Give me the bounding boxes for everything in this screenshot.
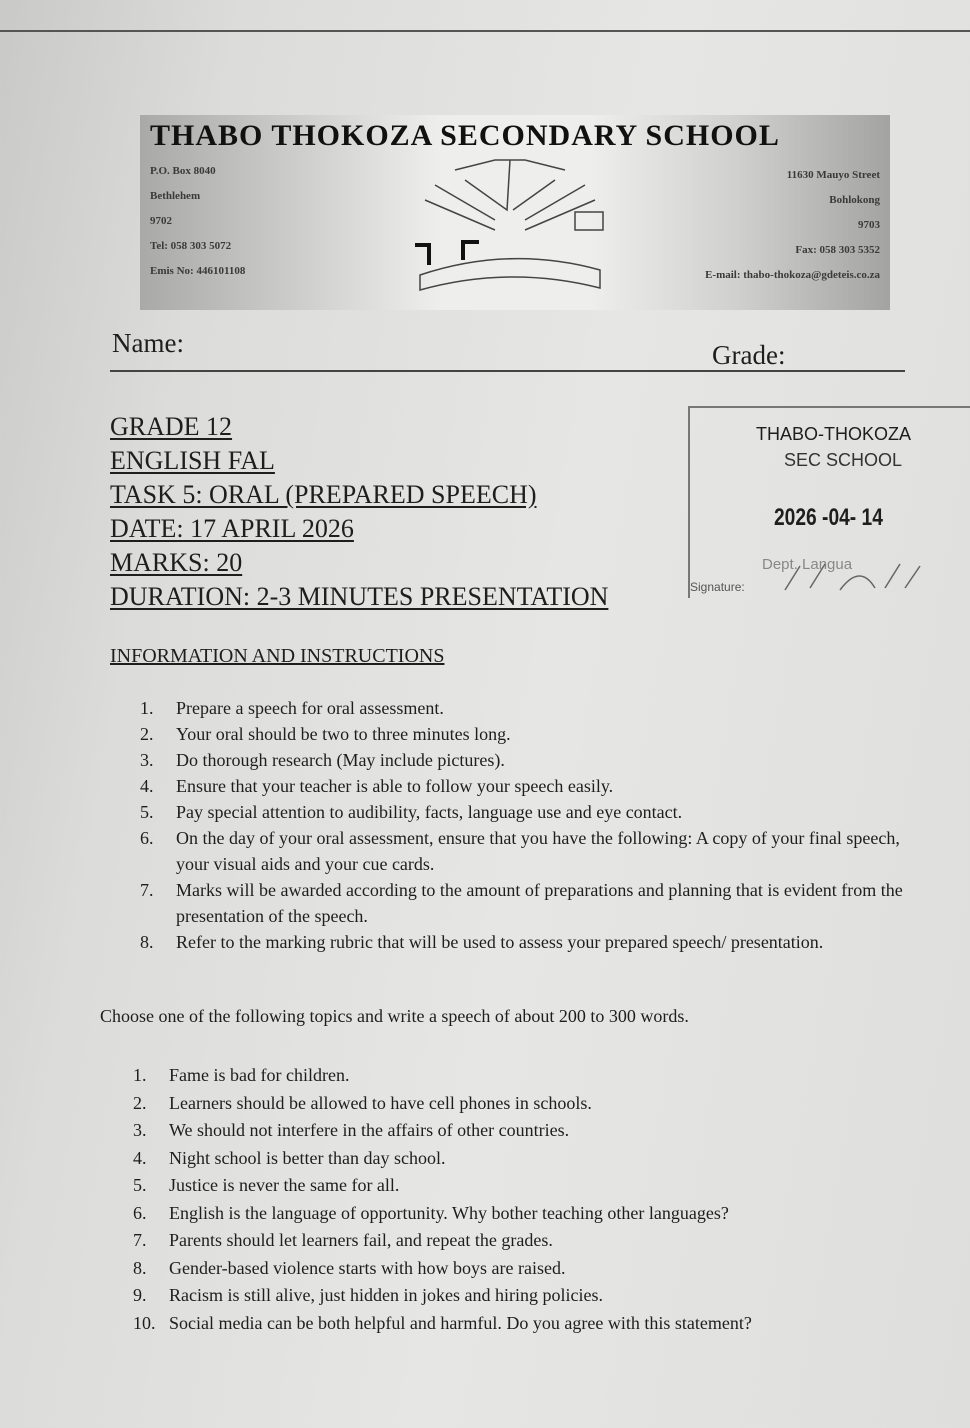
emis-number: Emis No: 446101108 xyxy=(150,265,246,277)
letterhead-right-address xyxy=(705,163,880,288)
list-item: 4. Night school is better than day school. xyxy=(133,1147,446,1168)
list-item: 5. Pay special attention to audibility, facts, language use and eye contact. xyxy=(140,802,683,822)
task-text: TASK 5: ORAL (PREPARED SPEECH) xyxy=(110,480,537,509)
email: E-mail: thabo-thokoza@gdeteis.co.za xyxy=(705,269,880,281)
topic-instruction: Choose one of the following topics and write a speech of about 200 to 300 words. xyxy=(100,1006,689,1026)
signature-label: Signature: xyxy=(690,580,745,594)
postal-code: 9703 xyxy=(858,219,880,231)
stamp-date: 2026 -04- 14 xyxy=(774,504,883,531)
subject-text: ENGLISH FAL xyxy=(110,446,275,475)
list-item: 6. English is the language of opportunity. Why bother teaching other languages? xyxy=(133,1202,729,1223)
marks-text: MARKS: 20 xyxy=(110,548,243,577)
page-edge-line xyxy=(0,30,970,32)
school-name: THABO THOKOZA SECONDARY SCHOOL xyxy=(150,119,780,152)
town: Bohlokong xyxy=(829,194,880,206)
list-item: 5. Justice is never the same for all. xyxy=(133,1175,400,1195)
town: Bethlehem xyxy=(150,190,201,202)
list-item: 6. On the day of your oral assessment, ensure that you have the following: A copy of your final speech, your visual aids and your cue cards. xyxy=(140,828,900,874)
list-item: 7. Marks will be awarded according to the amount of preparations and planning that is evident from the presentation of the speech. xyxy=(140,880,903,926)
instructions-list xyxy=(140,695,920,955)
fax: Fax: 058 303 5352 xyxy=(795,244,880,256)
task-info xyxy=(110,410,608,614)
letterhead-left-address xyxy=(150,159,245,284)
list-item: 1. Fame is bad for children. xyxy=(133,1065,350,1085)
name-label: Name: xyxy=(112,328,184,358)
list-item: 1. Prepare a speech for oral assessment. xyxy=(140,698,444,718)
topics-list xyxy=(133,1062,933,1337)
telephone: Tel: 058 303 5072 xyxy=(150,240,232,252)
list-item: 8. Gender-based violence starts with how boys are raised. xyxy=(133,1257,566,1278)
handwritten-signature xyxy=(780,558,930,598)
school-stamp xyxy=(688,406,970,598)
list-item: 9. Racism is still alive, just hidden in jokes and hiring policies. xyxy=(133,1285,603,1305)
list-item: 2. Learners should be allowed to have cell phones in schools. xyxy=(133,1092,592,1113)
duration-text: DURATION: 2-3 MINUTES PRESENTATION xyxy=(110,582,609,611)
list-item: 10. Social media can be both helpful and harmful. Do you agree with this statement? xyxy=(133,1312,752,1333)
name-grade-line xyxy=(110,370,905,372)
grade-text: GRADE 12 xyxy=(110,412,233,441)
list-item: 3. Do thorough research (May include pictures). xyxy=(140,750,505,770)
po-box: P.O. Box 8040 xyxy=(150,165,216,177)
list-item: 7. Parents should let learners fail, and repeat the grades. xyxy=(133,1230,553,1250)
street-address: 11630 Mauyo Street xyxy=(786,169,880,181)
list-item: 8. Refer to the marking rubric that will be used to assess your prepared speech/ presentation. xyxy=(140,932,824,952)
list-item: 4. Ensure that your teacher is able to follow your speech easily. xyxy=(140,776,614,796)
stamp-department: Dept. Langua xyxy=(762,556,853,573)
list-item: 3. We should not interfere in the affairs of other countries. xyxy=(133,1120,570,1140)
school-crest-logo xyxy=(395,150,625,300)
list-item: 2. Your oral should be two to three minutes long. xyxy=(140,724,511,744)
date-text: DATE: 17 APRIL 2026 xyxy=(110,514,354,543)
instructions-heading: INFORMATION AND INSTRUCTIONS xyxy=(110,645,445,667)
postal-code: 9702 xyxy=(150,215,172,227)
stamp-school-type: SEC SCHOOL xyxy=(784,450,903,470)
grade-label: Grade: xyxy=(712,340,786,370)
letterhead xyxy=(140,115,890,310)
stamp-school-name: THABO-THOKOZA xyxy=(756,424,912,444)
